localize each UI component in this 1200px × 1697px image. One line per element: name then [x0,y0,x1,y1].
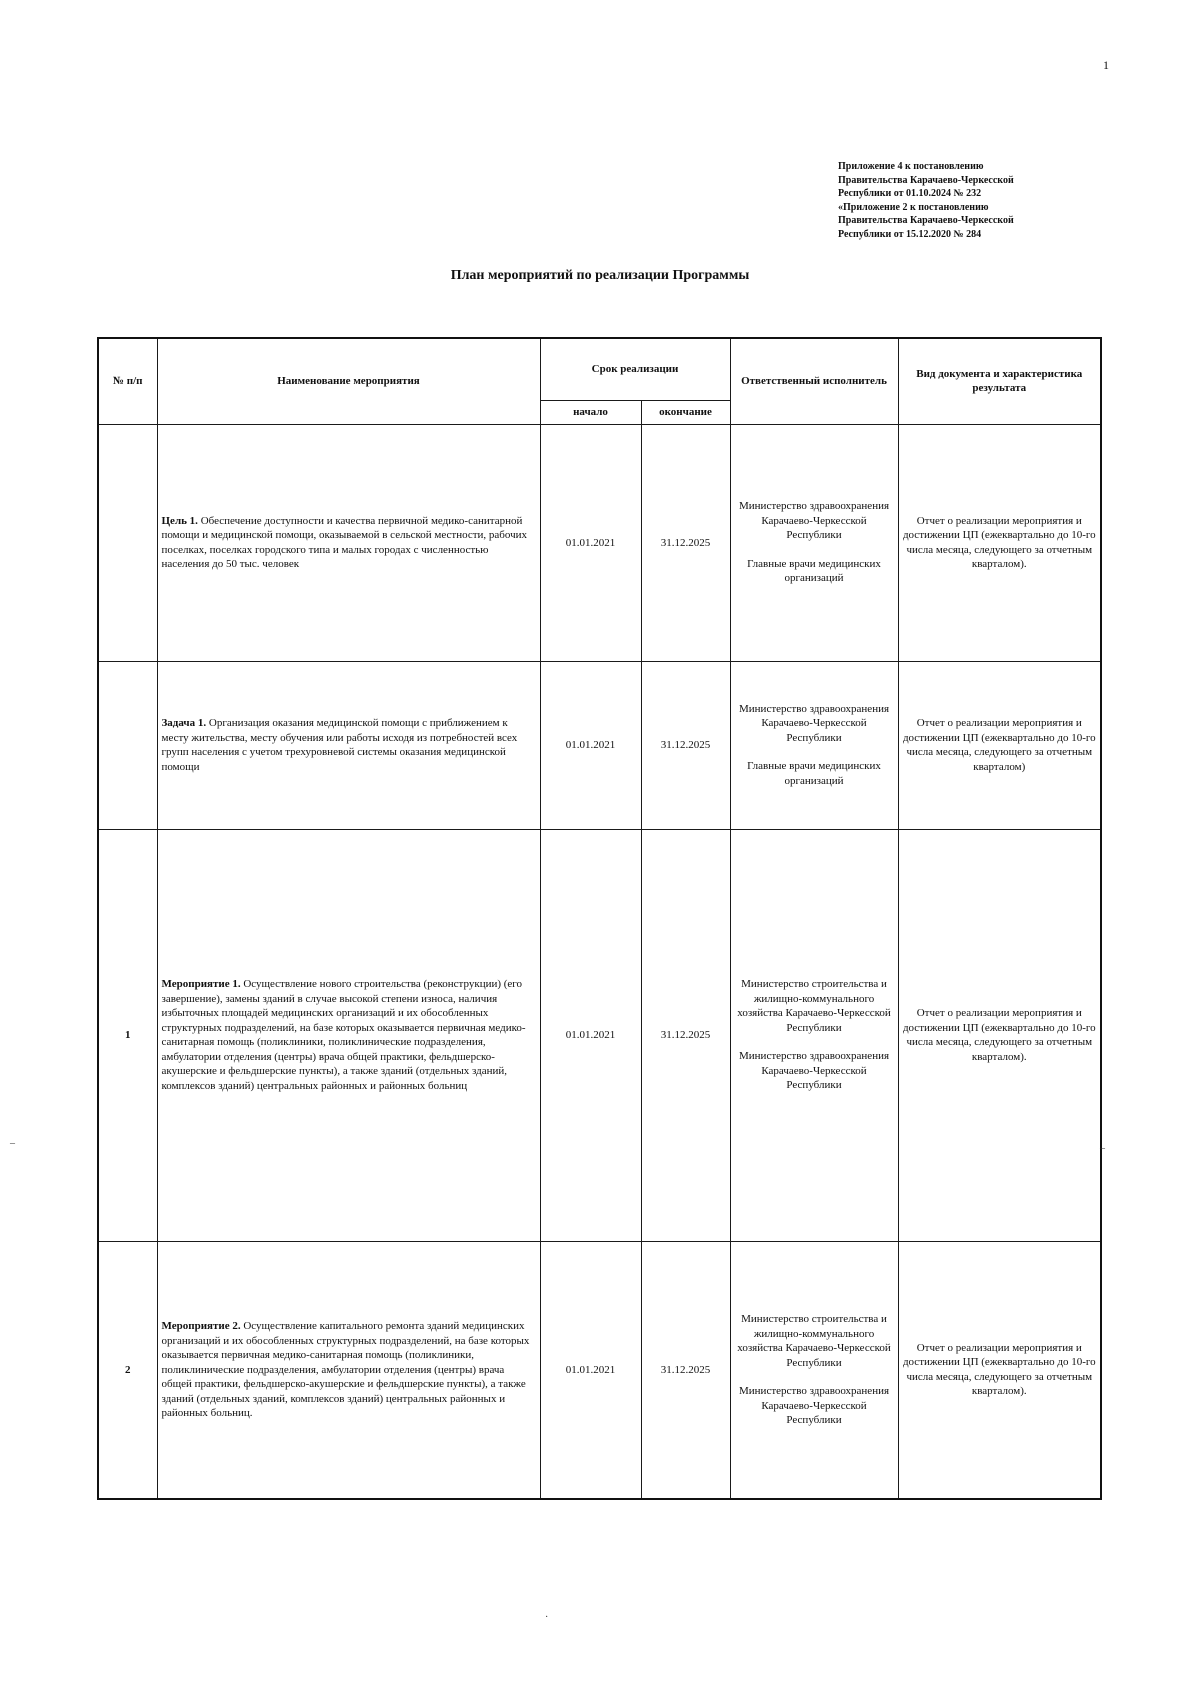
table-row [98,661,1101,829]
appendix-note [838,160,1138,241]
row-result: Отчет о реализации мероприятия и достижении ЦП (ежеквартально до 10-го числа месяца, следующего за отчетным кварталом). [898,424,1101,661]
header-period: Срок реализации [540,338,730,400]
row-description [157,424,540,661]
executor-primary: Министерство здравоохранения Карачаево-Черкесской Республики [739,500,890,542]
row-label: Мероприятие 2. [161,1320,241,1332]
table-row [98,424,1101,661]
scan-mark: · [545,1612,549,1623]
page-number: 1 [1103,58,1109,72]
row-end-date: 31.12.2025 [641,424,730,661]
document-title: План мероприятий по реализации Программы [450,268,750,283]
appendix-line: Правительства Карачаево-Черкесской [838,174,1014,186]
executor-primary: Министерство строительства и жилищно-коммунального хозяйства Карачаево-Черкесской Республики [737,978,891,1034]
header-end: окончание [641,400,730,424]
row-text: Осуществление нового строительства (реконструкции) (его завершение), замены зданий в случае высокой степени износа, наличия избыточных площадей медицинских организаций и их обособленных структурных подразделений, на базе которых оказывается первичная медико-санитарная помощь (поликлиники, поликлинические подразделения, амбулатории отделения (центры) врача общей практики, фельдшерско-акушерские и фельдшерские пункты), а также зданий (отдельных зданий, комплексов зданий) центральных районных и районных больниц [161,978,526,1092]
table-row [98,829,1101,1241]
row-result: Отчет о реализации мероприятия и достижении ЦП (ежеквартально до 10-го числа месяца, следующего за отчетным кварталом). [898,829,1101,1241]
appendix-line: «Приложение 2 к постановлению [838,201,989,213]
executor-secondary: Министерство здравоохранения Карачаево-Черкесской Республики [739,1385,890,1426]
row-description [157,1241,540,1499]
row-label: Мероприятие 1. [161,978,241,990]
header-name: Наименование мероприятия [157,338,540,424]
row-description [157,829,540,1241]
executor-secondary: Министерство здравоохранения Карачаево-Черкесской Республики [739,1050,890,1092]
scan-mark: – [1100,1143,1105,1154]
header-executor: Ответственный исполнитель [730,338,898,424]
header-result: Вид документа и характеристика результата [898,338,1101,424]
row-end-date: 31.12.2025 [641,829,730,1241]
row-number: 1 [98,829,157,1241]
executor-primary: Министерство строительства и жилищно-коммунального хозяйства Карачаево-Черкесской Республики [737,1313,891,1369]
row-number: 2 [98,1241,157,1499]
row-executor [730,424,898,661]
row-label: Цель 1. [161,514,198,527]
executor-secondary: Главные врачи медицинских организаций [747,557,881,585]
appendix-line: Республики от 01.10.2024 № 232 [838,188,982,199]
row-start-date: 01.01.2021 [540,1241,641,1499]
appendix-line: Приложение 4 к постановлению [838,161,984,172]
row-text: Осуществление капитального ремонта зданий медицинских организаций и их обособленных структурных подразделений, на базе которых оказывается первичная медико-санитарная помощь (поликлиники, поликлинические подразделения, амбулатории отделения (центры) врача общей практики, фельдшерско-акушерские и фельдшерские пункты), а также зданий (отдельных зданий, комплексов зданий) центральных районных и районных больниц. [161,1320,530,1419]
row-start-date: 01.01.2021 [540,661,641,829]
header-start: начало [540,400,641,424]
row-executor [730,1241,898,1499]
row-start-date: 01.01.2021 [540,829,641,1241]
row-result: Отчет о реализации мероприятия и достижении ЦП (ежеквартально до 10-го числа месяца, следующего за отчетным кварталом). [898,1241,1101,1499]
header-num: № п/п [98,338,157,424]
row-number [98,424,157,661]
row-executor [730,661,898,829]
row-executor [730,829,898,1241]
row-label: Задача 1. [161,717,207,729]
executor-primary: Министерство здравоохранения Карачаево-Черкесской Республики [739,702,890,744]
row-end-date: 31.12.2025 [641,1241,730,1499]
appendix-line: Республики от 15.12.2020 № 284 [838,228,982,240]
row-number [98,661,157,829]
row-end-date: 31.12.2025 [641,661,730,829]
executor-secondary: Главные врачи медицинских организаций [747,760,881,787]
appendix-line: Правительства Карачаево-Черкесской [838,215,1014,226]
row-text: Обеспечение доступности и качества первичной медико-санитарной помощи и медицинской помощи, оказываемой в сельской местности, рабочих поселках, поселках городского типа и малых городах с численностью населения до 50 тыс. человек [161,514,528,570]
table-row [98,1241,1101,1499]
plan-table [97,337,1102,1500]
row-text: Организация оказания медицинской помощи с приближением к месту жительства, месту обучения или работы исходя из потребностей всех групп населения с учетом трехуровневой системы оказания медицинской помощи [161,717,518,773]
row-description [157,661,540,829]
row-result: Отчет о реализации мероприятия и достижении ЦП (ежеквартально до 10-го числа месяца, следующего за отчетным кварталом) [898,661,1101,829]
scan-mark: – [10,1138,15,1149]
row-start-date: 01.01.2021 [540,424,641,661]
